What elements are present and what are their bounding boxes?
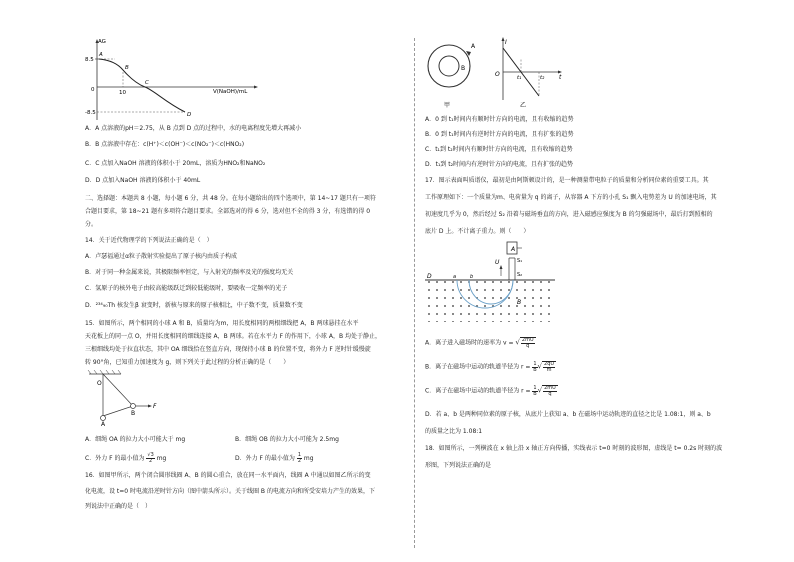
q16-figure: [425, 34, 565, 110]
point-c-label: C: [145, 80, 149, 86]
q17-a-label: A: [511, 246, 516, 253]
q14-option-b: B．对于同一种金属来说，其极限频率恒定，与入射光的频率及光的强度均无关: [85, 269, 294, 276]
q13-ag-graph: [85, 36, 260, 122]
q17-option-c-radicand: $\frac{2mU}{q}$: [544, 385, 556, 397]
x-axis-label: V(NaOH)/mL: [213, 89, 248, 95]
column-divider: [414, 38, 415, 548]
q17-s1-label: S₁: [517, 258, 523, 264]
left-column: [85, 0, 395, 562]
q17-trace-b-label: b: [470, 274, 474, 280]
q14-option-d: D．²³⁴₉₀Th 核发生β 衰变时，新核与原来的原子核相比，中子数不变，质量数不变: [85, 302, 303, 309]
q16-line-3: 列说法中正确的是（ ）: [85, 503, 152, 510]
q13-option-a: A．A 点溶液的pH＝2.75，从 B 点到 D 点的过程中，水的电离程度先增大再减小: [85, 125, 302, 132]
q15-f-label: F: [153, 403, 157, 410]
q15-option-c-fraction: $\frac{√3}{2}$: [147, 452, 154, 464]
y-bottom-label: -8.5: [85, 110, 96, 116]
q18-line-1: 18．如图所示，一列横波在 x 轴上沿 x 轴正方向传播，实线表示 t=0 时刻的波形图，虚线是 t= 0.2s 时刻的波: [425, 445, 723, 452]
q17-line-3: 初速度几乎为 0，然后经过 S₂ 沿着与磁场垂直的方向，进入磁感应强度为 B 的匀强磁场中，最后打到照相的: [425, 211, 713, 218]
q14-option-a: A．卢瑟福通过α粒子散射实验提出了原子核内由质子构成: [85, 253, 238, 260]
q17-option-d-line-1: D．若 a、b 是两种同位素的原子核，从底片上获知 a、b 在磁场中运动轨迹的直径之比是 1.08:1，则 a、b: [425, 411, 711, 418]
q13-option-c: C．C 点加入NaOH 溶液的体积小于 20mL，溶质为HNO₂和NaNO₂: [85, 160, 266, 167]
q16-jia-label: 甲: [444, 102, 451, 109]
section2-line-2: 合题目要求，第 18~21 题有多项符合题目要求。全部选对的得 6 分，选对但不全的得 3 分，有选错的得 0: [85, 208, 371, 215]
q17-line-1: 17．图示表面叫质谱仪，最初是由阿斯顿设计的，是一种测量带电粒子的质量和分析同位素的重要工具。其: [425, 177, 709, 184]
y-axis-label: AG: [98, 39, 106, 45]
q16-option-a: A．0 到 t₁时间内有顺时针方向的电流，且有收缩的趋势: [425, 116, 574, 123]
q17-option-b: B．离子在磁场中运动的轨道半径为 r = $\frac{1}{B}√$ $\frac{2qU}{m}$: [425, 360, 555, 373]
point-d-label: D: [187, 112, 192, 118]
point-a-label: A: [99, 52, 103, 58]
q16-option-c: C．t₁到 t₂时间内有顺时针方向的电流，且有收缩的趋势: [425, 146, 573, 153]
q15-a-label: A: [101, 421, 106, 426]
q17-trace-a-label: a: [453, 274, 457, 280]
q15-option-c: C．外力 F 的最小值为 $\frac{√3}{2}$ mg: [85, 452, 167, 464]
q15-b-label: B: [131, 410, 136, 417]
q15-line-1: 15．如图所示，两个相同的小球 A 和 B，质量均为m，用长度相同的两根细线把 A，B 两球悬挂在水平: [85, 320, 359, 327]
q15-line-3: 三根细线均处于拉直状态，其中 OA 细线恰在竖直方向，现保持小球 B 的位置不变，将外力 F 逆时针缓慢旋: [85, 346, 371, 353]
q16-i-label: I: [505, 39, 507, 46]
q16-line-1: 16．如图甲所示，两个闭合圆形线圈 A、B 的圆心重合，放在同一水平面内，线圈 A 中通以如图乙所示的变: [85, 472, 371, 479]
right-column: [425, 0, 745, 562]
q16-yi-label: 乙: [520, 102, 527, 109]
q15-line-2: 天花板上的同一点 O，并用长度相同的细线连接 A，B 两球。若在水平力 F 的作用下，小球 A，B 均处于静止，: [85, 333, 381, 340]
q16-option-b: B．0 到 t₁时间内有逆时针方向的电流，且有扩张的趋势: [425, 131, 574, 138]
q16-option-d: D．t₁到 t₂时间内有逆时针方向的电流，且有扩张的趋势: [425, 161, 574, 168]
q16-o-label: O: [495, 71, 500, 78]
q14-stem: 14．关于近代物理学的下列说法正确的是（ ）: [85, 237, 213, 244]
q17-option-a: A．离子进入磁场时的速率为 v = √ $\frac{2mU}{q}$: [425, 337, 534, 349]
q17-option-b-radicand: $\frac{2qU}{m}$: [544, 361, 555, 373]
q17-u-label: U: [495, 259, 500, 266]
q17-option-a-radicand: $\frac{2mU}{q}$: [521, 337, 534, 349]
q15-option-c-text: C．外力 F 的最小值为: [85, 455, 145, 462]
q15-option-d-fraction: $\frac{1}{2}$: [297, 452, 301, 464]
q16-coil-b-label: B: [461, 65, 466, 72]
q17-line-2: 工作原理如下：一个质量为m、电荷量为 q 的离子，从容器 A 下方的小孔 S₁ 飘入电势差为 U 的加速电场，其: [425, 194, 717, 201]
y-top-label: 8.5: [85, 57, 94, 63]
q15-line-4: 转 90°角，已知重力加速度为 g，则下列关于此过程的分析正确的是（ ）: [85, 359, 290, 366]
q16-t1-label: t₁: [517, 75, 522, 81]
q16-coil-a-label: A: [471, 43, 476, 50]
q18-line-2: 形图，下列说法正确的是: [425, 462, 492, 469]
q15-option-d: D．外力 F 的最小值为 $\frac{1}{2}$ mg: [235, 452, 314, 464]
q16-t2-label: t₂: [540, 75, 545, 81]
q17-mass-spectrometer-figure: [425, 238, 575, 324]
q17-b-label: B: [517, 299, 522, 306]
q17-s2-label: S₂: [517, 272, 523, 278]
q17-option-d-line-2: 的质量之比为 1.08:1: [425, 428, 483, 435]
q14-option-c: C．氢原子的核外电子由较高能级跃迁到较低能级时，要吸收一定频率的光子: [85, 285, 288, 292]
q13-option-d: D．D 点加入NaOH 溶液的体积小于 40mL: [85, 177, 201, 184]
point-b-label: B: [125, 65, 129, 71]
q15-option-a: A．细绳 OA 的拉力大小可能大于 mg: [85, 436, 186, 443]
section2-line-1: 二、选择题：本题共 8 小题，每小题 6 分，共 48 分。在每小题给出的四个选项中，第 14~17 题只有一项符: [85, 195, 376, 202]
q17-option-c: C．离子在磁场中运动的轨道半径为 r = $\frac{1}{B}√$ $\frac{2mU}{q}$: [425, 384, 556, 397]
q15-option-d-text: D．外力 F 的最小值为: [235, 455, 295, 462]
section2-line-3: 分。: [85, 221, 98, 228]
q13-option-b: B．B 点溶液中存在：c(H⁺)＜c(OH⁻)＜c(NO₂⁻)＜c(HNO₂): [85, 141, 245, 148]
x-tick-label: 10: [119, 90, 126, 96]
q15-option-b: B．细绳 OB 的拉力大小可能为 2.5mg: [235, 436, 339, 443]
q16-line-2: 化电流，设 t=0 时电流沿逆时针方向（图中箭头所示）。关于线圈 B 的电流方向和所受安培力产生的效果，下: [85, 488, 375, 495]
q17-line-4: 底片 D 上。不计离子重力。则（ ）: [425, 228, 530, 235]
q15-o-label: O: [97, 380, 102, 387]
q17-d-label: D: [427, 273, 432, 280]
q16-t-label: t: [559, 74, 562, 81]
q15-figure: [87, 368, 177, 426]
origin-label: 0: [91, 87, 95, 93]
